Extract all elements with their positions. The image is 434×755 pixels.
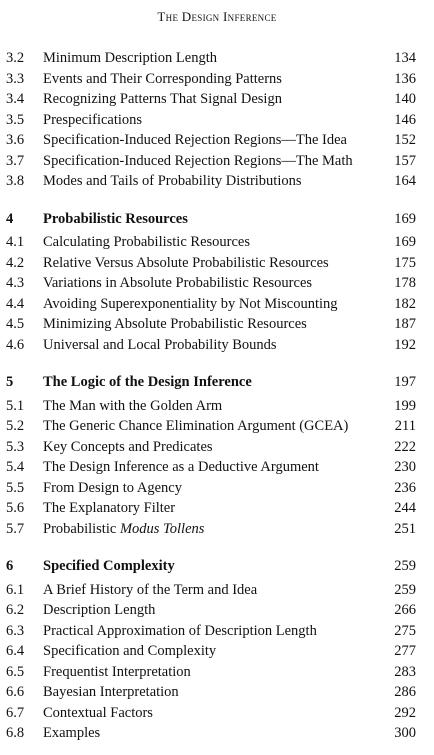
toc-section-number: 3.7 xyxy=(6,152,25,169)
toc-title-text: Modes and Tails of Probability Distributions xyxy=(43,173,302,189)
toc-entry xyxy=(0,519,434,539)
toc-page-number: 178 xyxy=(394,275,416,291)
toc-title-text: Avoiding Superexponentiality by Not Miscounting xyxy=(43,295,338,312)
toc-title xyxy=(43,621,317,641)
toc-title-text: Key Concepts and Predicates xyxy=(43,438,213,455)
toc-entry xyxy=(0,273,434,293)
toc-section-number: 4.1 xyxy=(6,234,25,250)
toc-page-number: 251 xyxy=(394,520,416,537)
toc-entry xyxy=(0,498,434,518)
toc-section-number: 6.6 xyxy=(6,684,25,700)
toc-entry xyxy=(0,600,434,620)
toc-title xyxy=(43,437,213,457)
toc-section-number: 5.5 xyxy=(6,479,25,496)
toc-title xyxy=(43,253,329,273)
toc-title-text: Bayesian Interpretation xyxy=(43,684,179,700)
toc-page-number: 187 xyxy=(394,316,416,332)
toc-title-text: Events and Their Corresponding Patterns xyxy=(43,70,282,87)
toc-page-number: 211 xyxy=(394,418,416,434)
toc-section-number: 5.2 xyxy=(6,418,25,434)
toc-title-text: Specified Complexity xyxy=(43,558,175,574)
toc-page-number: 199 xyxy=(394,397,416,414)
toc-entry xyxy=(0,641,434,661)
toc-section-number: 3.2 xyxy=(6,50,25,66)
toc-section-number: 6.7 xyxy=(6,704,25,721)
toc-entry xyxy=(0,703,434,723)
toc-section-number: 6.1 xyxy=(6,581,25,598)
toc-title-text: Prespecifications xyxy=(43,111,143,128)
toc-section-number: 3.5 xyxy=(6,111,25,128)
toc-page-number: 244 xyxy=(394,500,416,516)
toc-title xyxy=(43,580,257,600)
toc-title xyxy=(43,69,282,89)
toc-entry xyxy=(0,130,434,150)
toc-title-text: Practical Approximation of Description Length xyxy=(43,622,317,639)
toc-section-number: 5.1 xyxy=(6,397,25,414)
toc-page-number: 259 xyxy=(394,581,416,598)
toc-section-number: 6.3 xyxy=(6,622,25,639)
toc-page-number: 292 xyxy=(394,704,416,721)
toc-entry xyxy=(0,335,434,355)
toc-title xyxy=(43,498,175,518)
toc-title-text: A Brief History of the Term and Idea xyxy=(43,581,258,598)
toc-title xyxy=(43,273,312,293)
toc-title-text: Examples xyxy=(43,725,101,741)
toc-page-number: 169 xyxy=(394,234,416,250)
toc-title xyxy=(43,416,348,436)
toc-title xyxy=(43,682,179,702)
toc-title xyxy=(43,314,307,334)
toc-page-number: 152 xyxy=(394,132,416,148)
toc-title-text: The Generic Chance Elimination Argument (GCEA) xyxy=(43,418,349,434)
toc-entry xyxy=(0,48,434,68)
toc-title-text: Recognizing Patterns That Signal Design xyxy=(43,91,282,107)
toc-page-number: 175 xyxy=(394,254,416,271)
toc-entry xyxy=(0,151,434,171)
toc-title-text: Minimum Description Length xyxy=(43,50,217,66)
toc-chapter-heading xyxy=(0,372,434,392)
toc-title-italic-text: Modus Tollens xyxy=(119,520,205,537)
toc-section-number: 4.6 xyxy=(6,336,25,353)
toc-entry xyxy=(0,396,434,416)
toc-entry xyxy=(0,314,434,334)
toc-title-text: Relative Versus Absolute Probabilistic Resources xyxy=(43,254,329,271)
toc-section-number: 4.5 xyxy=(6,316,25,332)
toc-title-text: Variations in Absolute Probabilistic Resources xyxy=(43,275,313,291)
toc-title xyxy=(43,641,216,661)
toc-title xyxy=(43,703,153,723)
toc-entry xyxy=(0,662,434,682)
toc-page-number: 286 xyxy=(394,684,416,700)
toc-section-number: 4.4 xyxy=(6,295,25,312)
toc-title-text: Contextual Factors xyxy=(43,704,153,721)
toc-entry xyxy=(0,437,434,457)
toc-title xyxy=(43,478,182,498)
toc-title xyxy=(43,151,353,171)
toc-title-text: Calculating Probabilistic Resources xyxy=(43,234,250,250)
toc-title-text: Frequentist Interpretation xyxy=(43,663,191,680)
toc-title-text: Minimizing Absolute Probabilistic Resources xyxy=(43,316,307,332)
toc-page-number: 266 xyxy=(394,602,416,618)
toc-page-number: 134 xyxy=(394,50,416,66)
toc-page-number: 157 xyxy=(394,152,416,169)
toc-entry xyxy=(0,723,434,743)
toc-section-number: 6 xyxy=(6,558,14,574)
toc-title-text: Probabilistic Resources xyxy=(43,210,188,227)
toc-entry xyxy=(0,580,434,600)
toc-title xyxy=(43,457,319,477)
toc-section-number: 5.7 xyxy=(6,520,25,537)
toc-entry xyxy=(0,682,434,702)
toc-section-number: 6.5 xyxy=(6,663,25,680)
toc-section-number: 4 xyxy=(6,210,14,227)
toc-title-text: The Design Inference as a Deductive Argument xyxy=(43,459,319,475)
toc-section-number: 5.4 xyxy=(6,459,25,475)
toc-title-text: The Explanatory Filter xyxy=(43,500,176,516)
toc-page-number: 222 xyxy=(394,438,416,455)
toc-section-number: 3.3 xyxy=(6,70,25,87)
toc-title-text: Specification and Complexity xyxy=(43,643,217,659)
toc-page-number: 259 xyxy=(394,558,416,574)
toc-section-number: 3.8 xyxy=(6,173,25,189)
toc-page-number: 169 xyxy=(394,210,416,227)
toc-title-text: The Man with the Golden Arm xyxy=(43,397,223,414)
toc-title xyxy=(43,89,282,109)
toc-title-text: Description Length xyxy=(43,602,156,618)
toc-title xyxy=(43,396,222,416)
toc-section-number: 3.4 xyxy=(6,91,25,107)
toc-entry xyxy=(0,110,434,130)
toc-page-number: 146 xyxy=(394,111,416,128)
toc-title xyxy=(43,209,188,229)
toc-title-text: From Design to Agency xyxy=(43,479,182,496)
toc-entry xyxy=(0,253,434,273)
toc-section-number: 6.8 xyxy=(6,725,25,741)
toc-entry xyxy=(0,232,434,252)
toc-title-text: The Logic of the Design Inference xyxy=(43,374,252,390)
toc-section-number: 6.4 xyxy=(6,643,25,659)
toc-title xyxy=(43,232,250,252)
toc-title xyxy=(43,372,252,392)
toc-page-number: 275 xyxy=(394,622,416,639)
toc-title xyxy=(43,662,191,682)
toc-page-number: 182 xyxy=(394,295,416,312)
toc-title-text: Universal and Local Probability Bounds xyxy=(43,336,277,353)
toc-section-number: 5 xyxy=(6,374,14,390)
toc-title xyxy=(43,171,302,191)
toc-title-text: Probabilistic xyxy=(43,520,117,537)
toc-page-number: 197 xyxy=(394,374,416,390)
toc-section-number: 6.2 xyxy=(6,602,25,618)
toc-page-number: 277 xyxy=(394,643,416,659)
toc-title xyxy=(43,335,277,355)
toc-entry xyxy=(0,294,434,314)
toc-title xyxy=(43,519,204,539)
toc-section-number: 3.6 xyxy=(6,132,25,148)
toc-title xyxy=(43,110,142,130)
toc-entry xyxy=(0,69,434,89)
toc-page-number: 283 xyxy=(394,663,416,680)
toc-page-number: 300 xyxy=(394,725,416,741)
toc-entry xyxy=(0,621,434,641)
toc-page-number: 136 xyxy=(394,70,416,87)
toc-entry xyxy=(0,457,434,477)
toc-title-text: Specification-Induced Rejection Regions—The Math xyxy=(43,152,353,169)
toc-title xyxy=(43,130,347,150)
toc-section-number: 5.3 xyxy=(6,438,25,455)
running-header: The Design Inference xyxy=(157,9,277,24)
toc-title xyxy=(43,600,155,620)
toc-entry xyxy=(0,171,434,191)
toc-page-number: 192 xyxy=(394,336,416,353)
toc-entry xyxy=(0,478,434,498)
toc-title xyxy=(43,723,100,743)
toc-page-number: 236 xyxy=(394,479,416,496)
toc-chapter-heading xyxy=(0,556,434,576)
toc-entry xyxy=(0,89,434,109)
toc-title xyxy=(43,556,175,576)
toc-entry xyxy=(0,416,434,436)
toc-page-number: 140 xyxy=(394,91,416,107)
toc-page-number: 164 xyxy=(394,173,416,189)
toc-section-number: 4.2 xyxy=(6,254,25,271)
toc-title-text: Specification-Induced Rejection Regions—The Idea xyxy=(43,132,347,148)
toc-title xyxy=(43,294,338,314)
toc-section-number: 5.6 xyxy=(6,500,25,516)
toc-page-number: 230 xyxy=(394,459,416,475)
toc-section-number: 4.3 xyxy=(6,275,25,291)
toc-chapter-heading xyxy=(0,209,434,229)
toc-title xyxy=(43,48,217,68)
